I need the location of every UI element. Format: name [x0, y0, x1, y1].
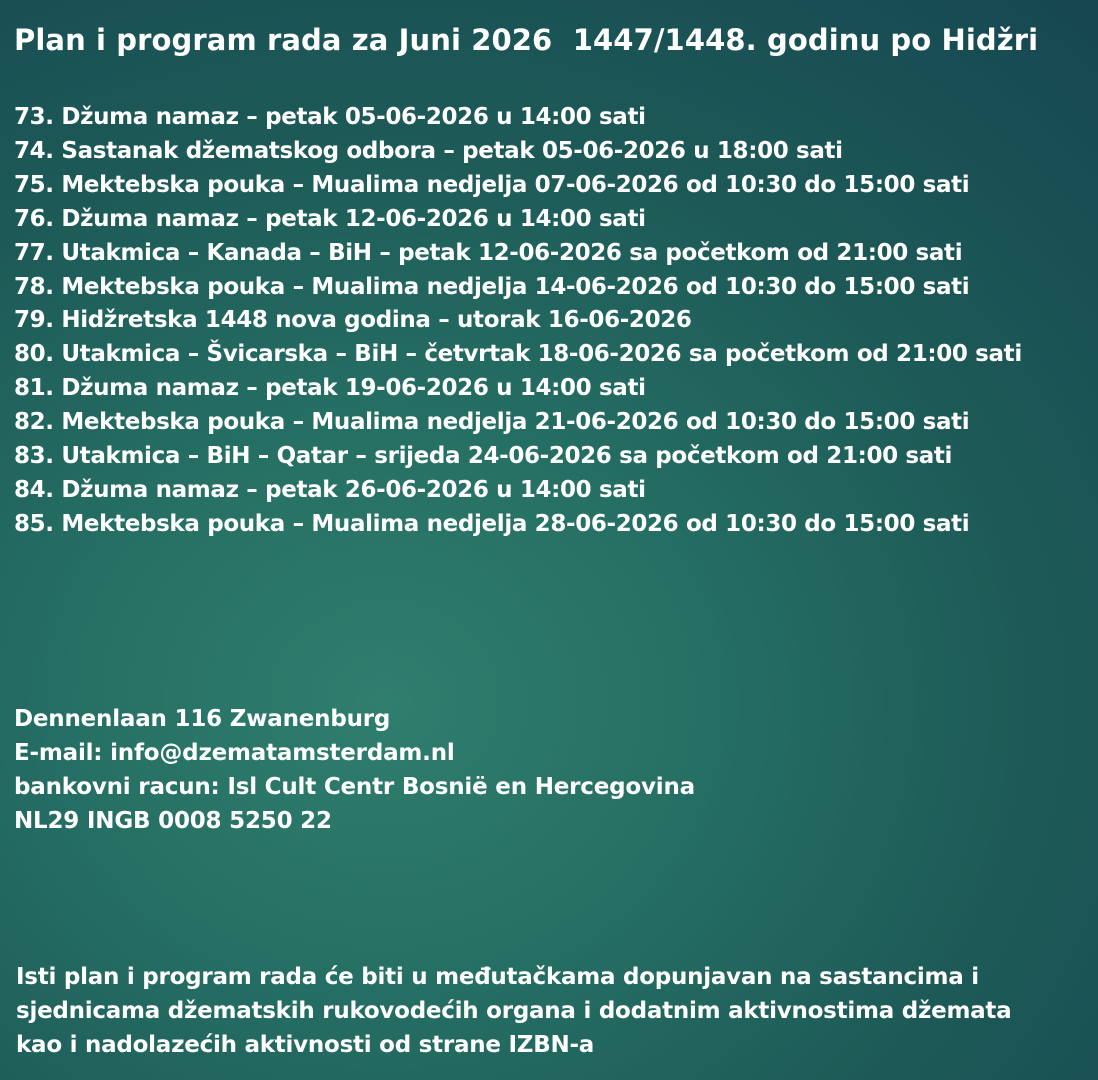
iban: NL29 INGB 0008 5250 22 [14, 808, 332, 834]
schedule-item: 82. Mektebska pouka – Mualima nedjelja 21-06-2026 od 10:30 do 15:00 sati [14, 409, 970, 436]
footer-note-line: Isti plan i program rada će biti u međutačkama dopunjavan na sastancima i [16, 964, 979, 990]
schedule-item: 84. Džuma namaz – petak 26-06-2026 u 14:00 sati [14, 476, 646, 503]
schedule-item: 74. Sastanak džematskog odbora – petak 05-06-2026 u 18:00 sati [14, 137, 843, 164]
schedule-item: 73. Džuma namaz – petak 05-06-2026 u 14:00 sati [14, 104, 646, 130]
schedule-item: 79. Hidžretska 1448 nova godina – utorak 16-06-2026 [14, 307, 692, 334]
schedule-list [14, 101, 1022, 542]
footer-note-line: sjednicama džematskih rukovodećih organa i dodatnim aktivnostima džemata [16, 998, 1012, 1024]
schedule-item: 80. Utakmica – Švicarska – BiH – četvrtak 18-06-2026 sa početkom od 21:00 sati [14, 341, 1022, 368]
footer-note-line: kao i nadolazećih aktivnosti od strane IZBN-a [16, 1032, 595, 1058]
bank-account: bankovni racun: Isl Cult Centr Bosnië en Hercegovina [14, 774, 695, 800]
schedule-item: 78. Mektebska pouka – Mualima nedjelja 14-06-2026 od 10:30 do 15:00 sati [14, 273, 970, 300]
page-title: Plan i program rada za Juni 2026 1447/1448. godinu po Hidžri [14, 23, 1039, 57]
contact-block [14, 702, 695, 838]
schedule-item: 77. Utakmica – Kanada – BiH – petak 12-06-2026 sa početkom od 21:00 sati [14, 239, 963, 266]
address: Dennenlaan 116 Zwanenburg [14, 706, 391, 732]
schedule-item: 75. Mektebska pouka – Mualima nedjelja 07-06-2026 od 10:30 do 15:00 sati [14, 171, 970, 198]
email: E-mail: info@dzematamsterdam.nl [14, 740, 455, 766]
schedule-item: 76. Džuma namaz – petak 12-06-2026 u 14:00 sati [14, 205, 646, 232]
footer-note [16, 960, 1094, 1062]
schedule-item: 81. Džuma namaz – petak 19-06-2026 u 14:00 sati [14, 375, 646, 402]
schedule-item: 83. Utakmica – BiH – Qatar – srijeda 24-06-2026 sa početkom od 21:00 sati [14, 443, 953, 470]
schedule-item: 85. Mektebska pouka – Mualima nedjelja 28-06-2026 od 10:30 do 15:00 sati [14, 510, 970, 537]
